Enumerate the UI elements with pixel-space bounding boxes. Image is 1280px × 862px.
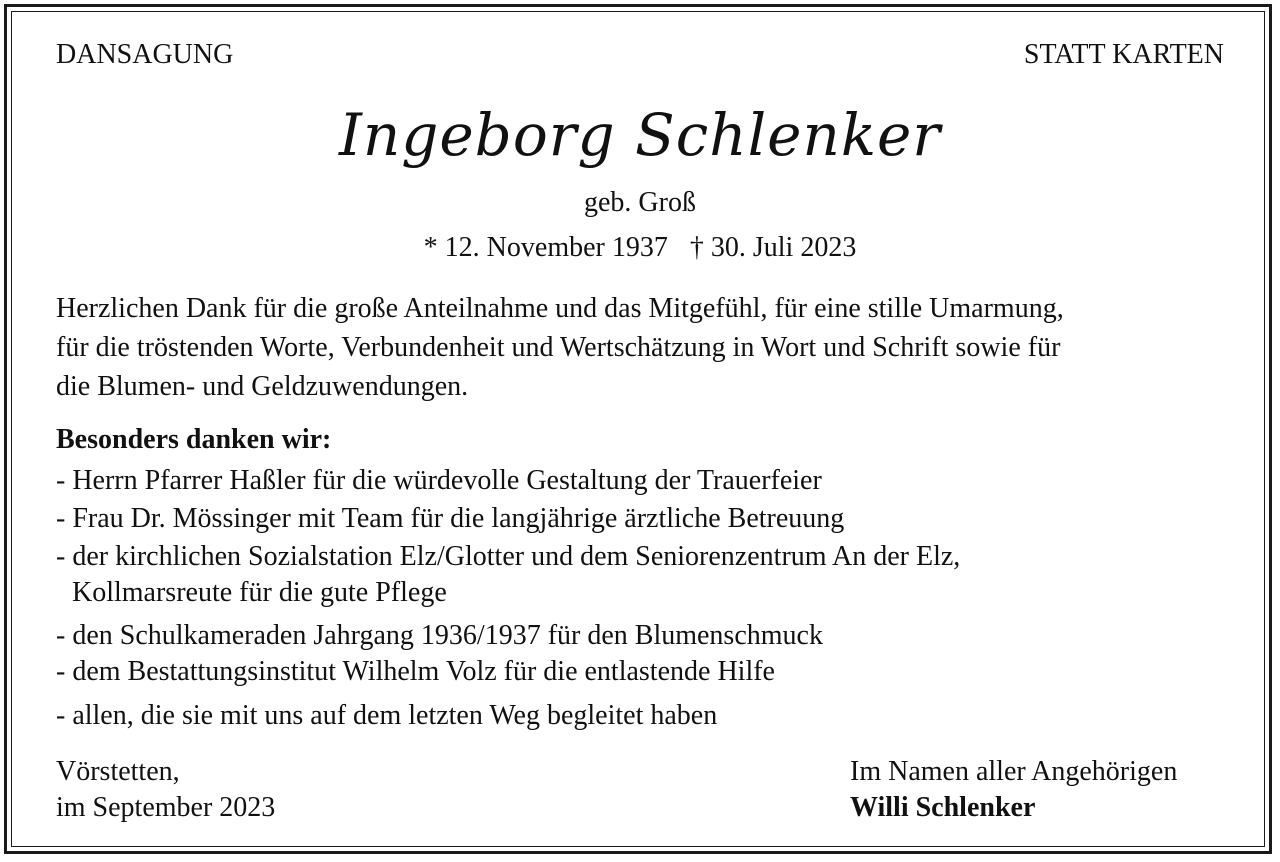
- life-dates: [0, 230, 1280, 266]
- thanks-heading: Besonders danken wir:: [56, 424, 332, 455]
- thanks-item: - allen, die sie mit uns auf dem letzten Weg begleitet haben: [56, 700, 718, 731]
- thanks-item: - Frau Dr. Mössinger mit Team für die langjährige ärztliche Betreuung: [56, 503, 845, 534]
- date-line: im September 2023: [56, 792, 276, 823]
- deceased-name: Ingeborg Schlenker: [338, 101, 942, 169]
- thanks-item: - den Schulkameraden Jahrgang 1936/1937 für den Blumenschmuck: [56, 620, 823, 651]
- thanks-item-continuation: Kollmarsreute für die gute Pflege: [72, 577, 447, 608]
- thanks-item: - Herrn Pfarrer Haßler für die würdevolle Gestaltung der Trauerfeier: [56, 465, 822, 496]
- thanks-item: - der kirchlichen Sozialstation Elz/Glotter und dem Seniorenzentrum An der Elz,: [56, 541, 961, 572]
- maiden-name: geb. Groß: [584, 187, 696, 218]
- intro-paragraph: [56, 289, 1226, 406]
- header-right-label: STATT KARTEN: [1023, 39, 1224, 70]
- intro-line: für die tröstenden Worte, Verbundenheit und Wertschätzung in Wort und Schrift sowie für: [56, 332, 1061, 363]
- intro-line: Herzlichen Dank für die große Anteilnahme und das Mitgefühl, für eine stille Umarmung,: [56, 293, 1064, 324]
- birth-date: * 12. November 1937: [423, 232, 668, 263]
- thanks-item: - dem Bestattungsinstitut Wilhelm Volz für die entlastende Hilfe: [56, 656, 775, 687]
- intro-line: die Blumen- und Geldzuwendungen.: [56, 371, 469, 402]
- signature-intro: Im Namen aller Angehörigen: [850, 756, 1178, 787]
- header-left-label: DANSAGUNG: [56, 39, 234, 70]
- place: Vörstetten,: [56, 756, 180, 787]
- death-date: † 30. Juli 2023: [689, 232, 857, 263]
- signature-name: Willi Schlenker: [850, 792, 1036, 823]
